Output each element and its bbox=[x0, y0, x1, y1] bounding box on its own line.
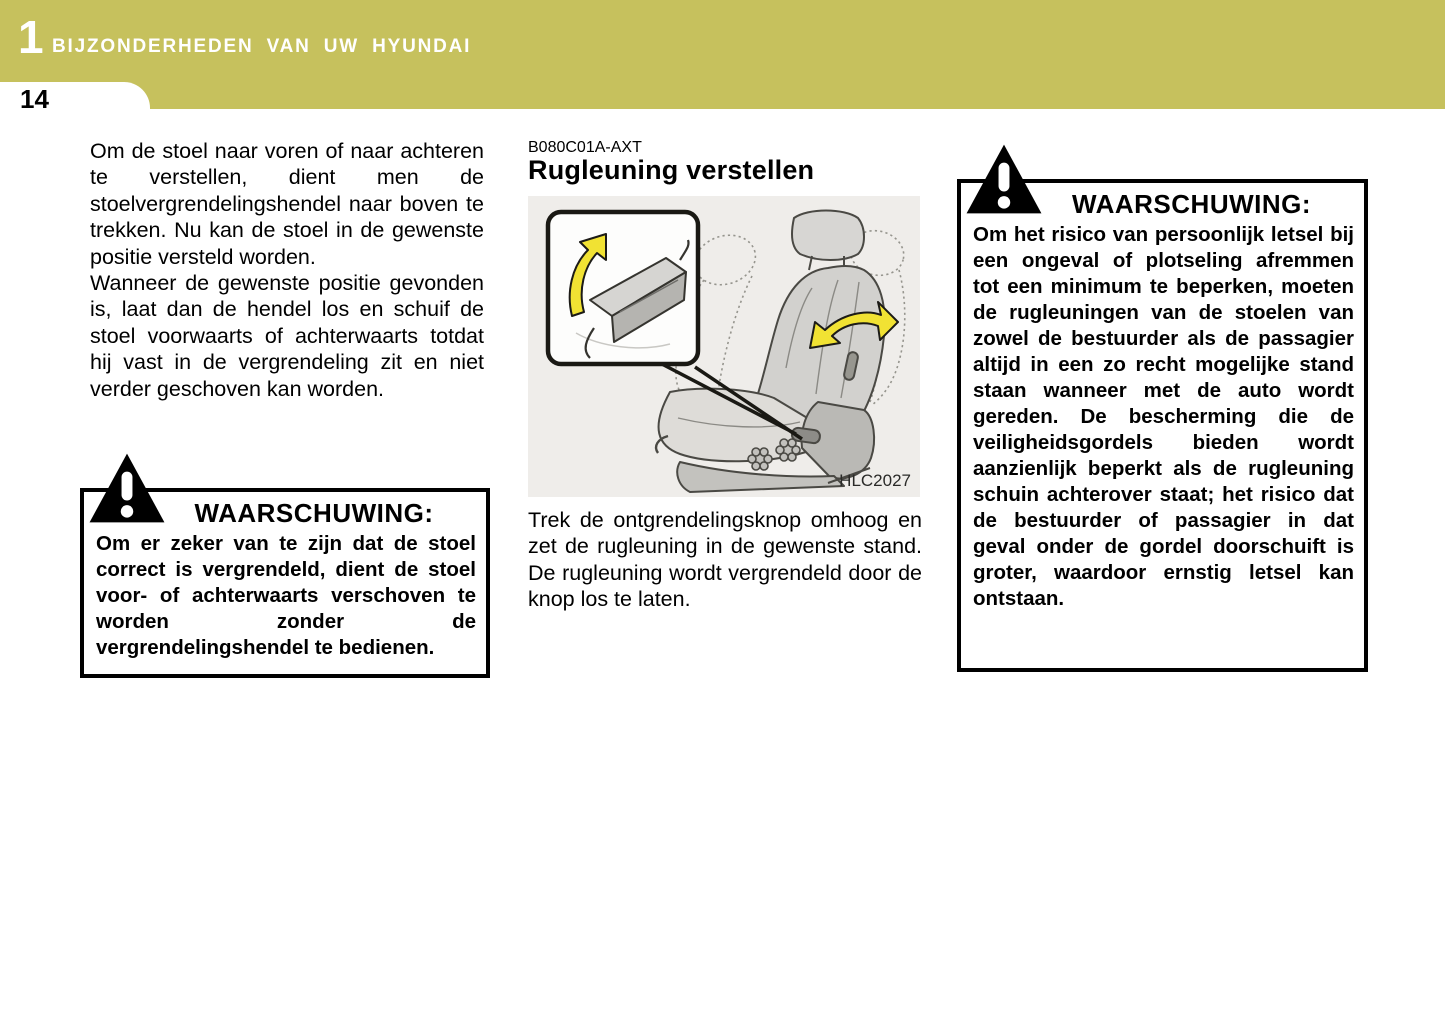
warning-title: WAARSCHUWING: bbox=[1071, 189, 1312, 219]
chapter-title: BIJZONDERHEDEN VAN UW HYUNDAI bbox=[52, 36, 472, 57]
warning-title: WAARSCHUWING: bbox=[194, 498, 434, 528]
warning-body: Om er zeker van te zijn dat de stoel correct is vergrendeld, dient de stoel voor- of achterwaarts verschoven te worden zonder de vergrendelingshendel te bedienen. bbox=[96, 532, 476, 659]
paragraph: Trek de ontgrendelingsknop omhoog en zet de rugleuning in de gewenste stand. De rugleuning wordt vergrendeld door de knop los te laten. bbox=[528, 508, 922, 612]
seat-recline-illustration bbox=[528, 196, 920, 497]
section-code: B080C01A-AXT bbox=[528, 139, 642, 156]
warning-body: Om het risico van persoonlijk letsel bij een ongeval of plotseling afremmen tot een minimum te beperken, moeten de rugleuningen van de stoelen van zowel de bestuurder als de passagier altijd in een zo recht mogelijke stand staan wanneer met de auto wordt gereden. De bescherming die de veiligheidsgordels bieden wordt aanzienlijk beperkt als de rugleuning schuin achterover staat; het risico dat de bestuurder of passagier in dat geval onder de gordel doorschuift is groter, waardoor ernstig letsel kan ontstaan. bbox=[973, 223, 1354, 610]
paragraph: Om de stoel naar voren of naar achteren te verstellen, dient men de stoelvergrendelingshendel naar boven te trekken. Nu kan de stoel in de gewenste positie versteld worden. bbox=[90, 139, 484, 269]
chapter-header bbox=[0, 0, 1445, 114]
lever-callout bbox=[548, 212, 698, 364]
seat-adjust-paragraphs bbox=[90, 138, 484, 402]
warning-box-seat-lock bbox=[80, 488, 490, 678]
warning-triangle-icon bbox=[965, 143, 1043, 215]
section-title: Rugleuning verstellen bbox=[528, 155, 815, 185]
paragraph: Wanneer de gewenste positie gevonden is, laat dan de hendel los en schuif de stoel voorwaarts of achterwaarts totdat hij vast in de vergrendeling zit en niet verder geschoven kan worden. bbox=[90, 271, 484, 401]
warning-box-recline bbox=[957, 179, 1368, 672]
chapter-number: 1 bbox=[18, 11, 44, 63]
seat-illustration-svg bbox=[528, 196, 920, 497]
warning-triangle-icon bbox=[88, 452, 166, 524]
recline-paragraph bbox=[528, 507, 922, 613]
headrest bbox=[792, 211, 864, 261]
page-number: 14 bbox=[20, 84, 49, 114]
figure-caption: HLC2027 bbox=[839, 471, 911, 490]
